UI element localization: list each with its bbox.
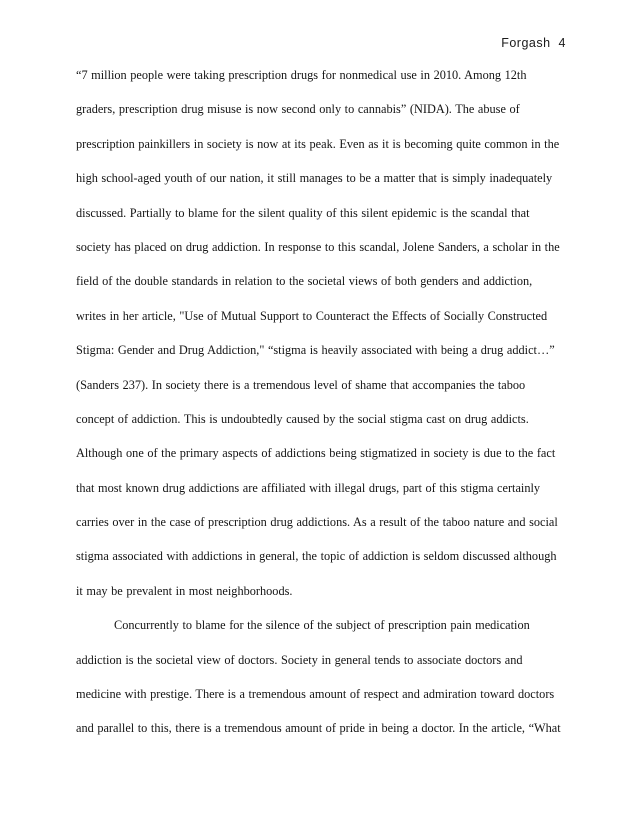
text-line: Stigma: Gender and Drug Addiction," “stigma is heavily associated with being a drug addict…” <box>76 343 555 358</box>
text-line: society has placed on drug addiction. In response to this scandal, Jolene Sanders, a scholar in the <box>76 239 560 254</box>
text-line: and parallel to this, there is a tremendous amount of pride in being a doctor. In the article, “What <box>76 721 561 736</box>
text-line: “7 million people were taking prescription drugs for nonmedical use in 2010. Among 12th <box>76 68 527 82</box>
text-line: medicine with prestige. There is a tremendous amount of respect and admiration toward doctors <box>76 687 555 702</box>
text-line: Concurrently to blame for the silence of the subject of prescription pain medication <box>114 618 530 633</box>
text-line: field of the double standards in relation to the societal views of both genders and addiction, <box>76 274 533 289</box>
text-line: graders, prescription drug misuse is now second only to cannabis” (NIDA). The abuse of <box>76 102 520 117</box>
text-line: Although one of the primary aspects of addictions being stigmatized in society is due to the fact <box>76 446 556 461</box>
page-number: 4 <box>558 36 566 50</box>
text-line: high school-aged youth of our nation, it still manages to be a matter that is simply inadequately <box>76 171 553 186</box>
text-line: prescription painkillers in society is now at its peak. Even as it is becoming quite common in the <box>76 136 560 151</box>
text-line: stigma associated with addictions in general, the topic of addiction is seldom discussed although <box>76 549 557 564</box>
header-author: Forgash <box>501 36 551 50</box>
text-line: concept of addiction. This is undoubtedly caused by the social stigma cast on drug addicts. <box>76 411 529 426</box>
text-line: writes in her article, "Use of Mutual Support to Counteract the Effects of Socially Constructed <box>76 308 548 323</box>
text-line: (Sanders 237). In society there is a tremendous level of shame that accompanies the taboo <box>76 377 526 392</box>
text-line: that most known drug addictions are affiliated with illegal drugs, part of this stigma certainly <box>76 480 541 495</box>
running-header <box>501 36 566 50</box>
text-line: carries over in the case of prescription drug addictions. As a result of the taboo nature and social <box>76 515 558 530</box>
text-line: addiction is the societal view of doctors. Society in general tends to associate doctors and <box>76 652 523 667</box>
text-line: it may be prevalent in most neighborhoods. <box>76 583 293 598</box>
text-line: discussed. Partially to blame for the silent quality of this silent epidemic is the scandal that <box>76 205 530 220</box>
body-text <box>76 58 562 746</box>
